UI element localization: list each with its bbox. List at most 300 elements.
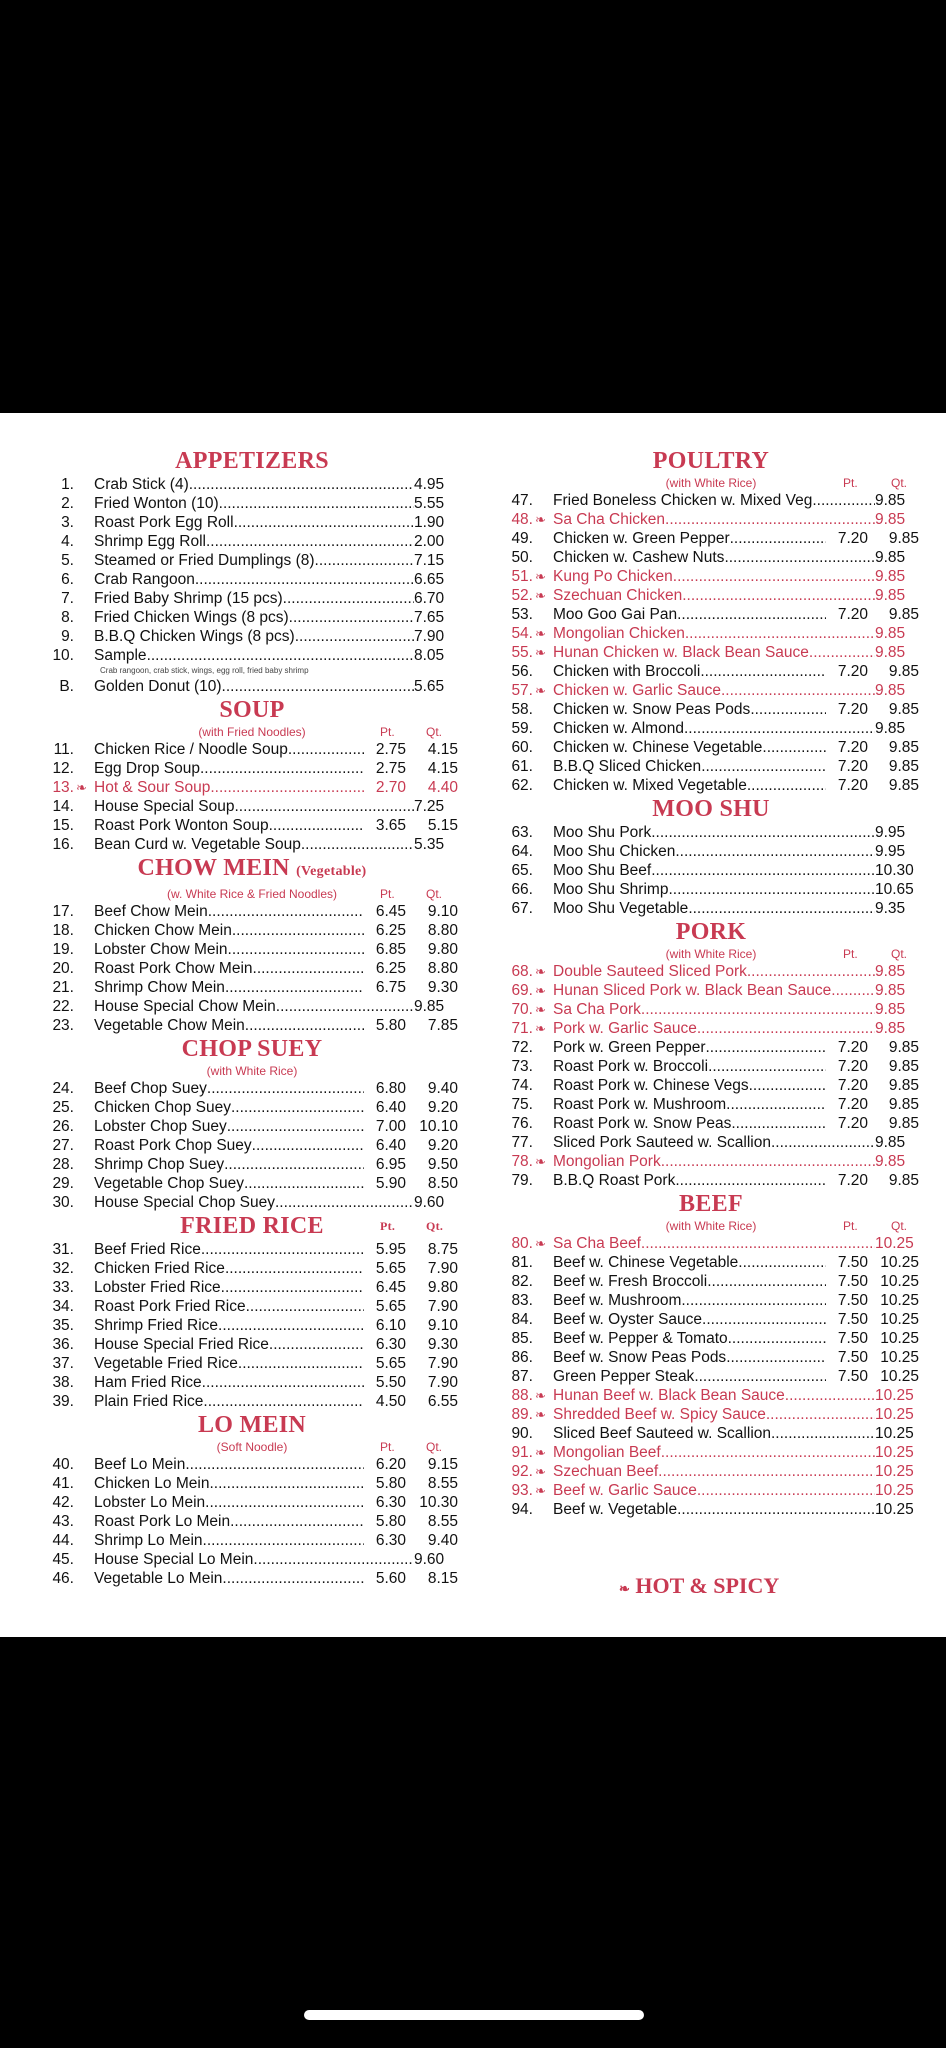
dot-leader [681, 1291, 826, 1310]
item-name: Crab Rangoon [94, 571, 195, 588]
item-name-leader [553, 1348, 826, 1367]
item-price-pint: 7.20 [837, 606, 868, 623]
item-price-quart: 9.85 [888, 1039, 919, 1056]
item-price-quart: 4.15 [427, 741, 458, 758]
chili-icon: ❧ [535, 1407, 546, 1422]
item-name: Vegetable Chop Suey [94, 1175, 244, 1192]
item-number: 47. [511, 492, 533, 509]
item-number: 73. [511, 1058, 533, 1075]
menu-item [44, 551, 460, 570]
menu-item [503, 1057, 919, 1076]
item-price-pint: 6.30 [375, 1532, 406, 1549]
item-number: 39. [52, 1393, 74, 1410]
item-number: 13. [52, 779, 74, 796]
item-number: 1. [61, 476, 74, 493]
item-number: 92. [511, 1463, 533, 1480]
item-name-leader [553, 1329, 826, 1348]
item-name-leader [553, 1291, 826, 1310]
item-name: Beef Chow Mein [94, 903, 208, 920]
item-number: B. [59, 678, 74, 695]
item-name: Chicken w. Chinese Vegetable [553, 739, 763, 756]
item-name: Vegetable Lo Mein [94, 1570, 223, 1587]
dot-leader [147, 646, 414, 665]
menu-item [44, 835, 460, 854]
menu-item [503, 1038, 919, 1057]
item-name-leader [553, 1443, 875, 1462]
item-name-leader [553, 719, 875, 738]
menu-item [503, 662, 919, 681]
item-number: 14. [52, 798, 74, 815]
dot-leader [203, 1531, 364, 1550]
item-name-leader [553, 1500, 875, 1519]
item-price-quart: 8.75 [427, 1241, 458, 1258]
menu-item [44, 1531, 460, 1550]
item-number: 5. [61, 552, 74, 569]
item-price-quart: 9.85 [888, 701, 919, 718]
item-price-quart: 10.25 [875, 1463, 914, 1480]
pt-header: Pt. [380, 725, 395, 739]
menu-item [503, 1443, 919, 1462]
item-number: 44. [52, 1532, 74, 1549]
item-number: 80. [511, 1235, 533, 1252]
item-price-quart: 9.85 [875, 587, 906, 604]
item-name-leader [94, 570, 414, 589]
section-subtitle-row [44, 886, 460, 902]
item-number: 60. [511, 739, 533, 756]
item-name: Moo Shu Beef [553, 862, 652, 879]
dot-leader [207, 1079, 364, 1098]
item-price-quart: 9.85 [888, 1172, 919, 1189]
item-number: 35. [52, 1317, 74, 1334]
item-name: Fried Boneless Chicken w. Mixed Veg [553, 492, 813, 509]
menu-item [503, 962, 919, 981]
dot-leader [224, 1155, 364, 1174]
item-price-pint: 4.50 [375, 1393, 406, 1410]
item-name: Roast Pork Egg Roll [94, 514, 234, 531]
item-name: House Special Chop Suey [94, 1194, 275, 1211]
item-number: 50. [511, 549, 533, 566]
item-name: Shrimp Egg Roll [94, 533, 206, 550]
menu-item [503, 1291, 919, 1310]
chili-icon: ❧ [535, 1445, 546, 1460]
menu-item [44, 997, 460, 1016]
item-number: 16. [52, 836, 74, 853]
item-price-quart: 4.15 [427, 760, 458, 777]
chili-icon: ❧ [76, 780, 87, 795]
section-title-text: CHOP SUEY [181, 1036, 323, 1062]
item-price-quart: 9.80 [427, 941, 458, 958]
dot-leader [750, 700, 826, 719]
item-price-pint: 7.20 [837, 1058, 868, 1075]
dot-leader [731, 1114, 826, 1133]
qt-header: Qt. [891, 1219, 908, 1233]
item-number: 49. [511, 530, 533, 547]
item-name: Sa Cha Pork [553, 1001, 641, 1018]
item-price-pint: 2.75 [375, 760, 406, 777]
dot-leader [730, 529, 826, 548]
item-name: Vegetable Chow Mein [94, 1017, 245, 1034]
item-number: 43. [52, 1513, 74, 1530]
item-price-pint: 6.20 [375, 1456, 406, 1473]
item-number: 94. [511, 1501, 533, 1518]
dot-leader [701, 757, 826, 776]
item-name: Beef Chop Suey [94, 1080, 207, 1097]
item-price-pint: 7.50 [837, 1311, 868, 1328]
section-title-text: CHOW MEIN [137, 855, 290, 881]
home-indicator[interactable] [304, 2010, 644, 2020]
menu-item [44, 1278, 460, 1297]
item-price-quart: 4.40 [427, 779, 458, 796]
item-price-quart: 10.25 [875, 1444, 914, 1461]
item-price-quart: 10.25 [875, 1406, 914, 1423]
menu-item [44, 1455, 460, 1474]
item-name-leader [553, 738, 826, 757]
item-price-quart: 9.85 [875, 568, 906, 585]
item-number: 63. [511, 824, 533, 841]
item-name-leader [553, 1171, 826, 1190]
item-name-leader [553, 1152, 875, 1171]
dot-leader [812, 491, 875, 510]
item-name-leader [94, 627, 414, 646]
item-price-quart: 7.90 [427, 1355, 458, 1372]
item-name-leader [94, 835, 414, 854]
menu-item [503, 1000, 919, 1019]
item-name: Moo Shu Vegetable [553, 900, 689, 917]
item-name: Chicken w. Almond [553, 720, 684, 737]
item-price-pint: 6.30 [375, 1494, 406, 1511]
item-price-quart: 7.90 [427, 1374, 458, 1391]
item-price-pint: 7.20 [837, 663, 868, 680]
item-name-leader [94, 1193, 414, 1212]
dot-leader [252, 1136, 364, 1155]
item-price-quart: 10.30 [419, 1494, 458, 1511]
item-name: Szechuan Chicken [553, 587, 683, 604]
dot-leader [677, 605, 826, 624]
menu-item [503, 1133, 919, 1152]
item-name-leader [553, 1057, 826, 1076]
dot-leader [753, 1076, 826, 1095]
item-price-pint: 7.20 [837, 777, 868, 794]
item-price-quart: 9.10 [427, 1317, 458, 1334]
menu-item [44, 1016, 460, 1035]
item-number: 82. [511, 1273, 533, 1290]
dot-leader [831, 981, 875, 1000]
item-name: Mongolian Pork [553, 1153, 661, 1170]
menu-item [503, 1253, 919, 1272]
dot-leader [234, 513, 414, 532]
section-title-text: POULTRY [652, 448, 770, 474]
item-name: Chicken w. Garlic Sauce [553, 682, 721, 699]
dot-leader [651, 823, 875, 842]
item-number: 52. [511, 587, 533, 604]
item-number: 66. [511, 881, 533, 898]
qt-header: Qt. [426, 725, 443, 739]
menu-item [503, 1310, 919, 1329]
item-number: 91. [511, 1444, 533, 1461]
menu-item [44, 978, 460, 997]
menu-section [44, 447, 460, 696]
menu-item [44, 1174, 460, 1193]
dot-leader [222, 677, 414, 696]
dot-leader [205, 1493, 364, 1512]
item-price-quart: 9.85 [875, 720, 906, 737]
item-name: Sample [94, 647, 147, 664]
item-number: 48. [511, 511, 533, 528]
item-name: Chicken w. Snow Peas Pods [553, 701, 751, 718]
item-note: Crab rangoon, crab stick, wings, egg roll, fried baby shrimp [100, 666, 309, 675]
item-name-leader [553, 1095, 826, 1114]
item-price-quart: 9.85 [888, 1058, 919, 1075]
section-title [503, 447, 919, 475]
item-name-leader [553, 548, 875, 567]
item-price-pint: 7.20 [837, 739, 868, 756]
item-price-quart: 9.85 [888, 739, 919, 756]
dot-leader [658, 1462, 875, 1481]
item-name-leader [553, 1424, 875, 1443]
item-name-leader [553, 1234, 875, 1253]
item-price-quart: 10.25 [880, 1292, 919, 1309]
menu-item [503, 719, 919, 738]
dot-leader [684, 719, 875, 738]
item-name: Beef w. Vegetable [553, 1501, 678, 1518]
item-number: 38. [52, 1374, 74, 1391]
chili-icon: ❧ [535, 1464, 546, 1479]
dot-leader [682, 586, 875, 605]
item-number: 65. [511, 862, 533, 879]
qt-header: Qt. [426, 1440, 443, 1454]
item-price-pint: 5.65 [375, 1260, 406, 1277]
menu-item [44, 677, 460, 696]
item-price-quart: 10.25 [875, 1387, 914, 1404]
dot-leader [673, 567, 875, 586]
section-subtitle: (w. White Rice & Fried Noodles) [166, 887, 338, 901]
dot-leader [244, 1174, 364, 1193]
item-name: Shrimp Chow Mein [94, 979, 225, 996]
item-price-pint: 6.80 [375, 1080, 406, 1097]
item-price-quart: 10.25 [880, 1330, 919, 1347]
item-name-leader [94, 1569, 364, 1588]
menu-item [44, 816, 460, 835]
item-name-leader [94, 816, 364, 835]
qt-header: Qt. [426, 1219, 444, 1233]
item-name: Roast Pork Wonton Soup [94, 817, 269, 834]
item-name-leader [553, 1272, 826, 1291]
item-price-pint: 7.00 [375, 1118, 406, 1135]
menu-section [503, 795, 919, 918]
item-price-quart: 9.85 [875, 549, 906, 566]
item-price-pint: 7.20 [837, 1172, 868, 1189]
menu-item [44, 608, 460, 627]
item-number: 71. [511, 1020, 533, 1037]
item-name: Beef w. Chinese Vegetable [553, 1254, 739, 1271]
item-price-quart: 9.80 [427, 1279, 458, 1296]
menu-item [503, 510, 919, 529]
item-number: 4. [61, 533, 74, 550]
menu-item [503, 1171, 919, 1190]
item-price-quart: 9.20 [427, 1137, 458, 1154]
dot-leader [707, 1272, 826, 1291]
item-name-leader [553, 700, 826, 719]
menu-item [503, 605, 919, 624]
item-price-pint: 6.95 [375, 1156, 406, 1173]
item-price-pint: 7.50 [837, 1330, 868, 1347]
dot-leader [726, 1348, 826, 1367]
item-name-leader [94, 1550, 414, 1569]
chili-icon: ❧ [535, 1021, 546, 1036]
item-name-leader [94, 1174, 364, 1193]
item-number: 46. [52, 1570, 74, 1587]
item-number: 69. [511, 982, 533, 999]
menu-section [44, 1212, 460, 1411]
dot-leader [641, 1234, 875, 1253]
dot-leader [700, 662, 826, 681]
dot-leader [747, 962, 875, 981]
menu-item [44, 740, 460, 759]
chili-icon: ❧ [535, 645, 546, 660]
item-number: 10. [52, 647, 74, 664]
menu-item [503, 1367, 919, 1386]
item-name: House Special Fried Rice [94, 1336, 269, 1353]
menu-section [44, 854, 460, 1035]
item-number: 26. [52, 1118, 74, 1135]
menu-item [503, 880, 919, 899]
hot-spicy-legend [618, 1573, 779, 1599]
item-name: Green Pepper Steak [553, 1368, 695, 1385]
dot-leader [228, 940, 364, 959]
menu-item [503, 981, 919, 1000]
menu-item [503, 823, 919, 842]
item-name: Beef w. Garlic Sauce [553, 1482, 697, 1499]
item-name: Double Sauteed Sliced Pork [553, 963, 747, 980]
item-price-quart: 9.60 [414, 1194, 445, 1211]
item-name: Vegetable Fried Rice [94, 1355, 238, 1372]
item-name-leader [94, 646, 414, 665]
dot-leader [295, 627, 414, 646]
item-price-pint: 5.95 [375, 1241, 406, 1258]
item-name-leader [553, 776, 826, 795]
item-price-quart: 5.65 [414, 678, 445, 695]
dot-leader [185, 1455, 364, 1474]
dot-leader [651, 861, 875, 880]
item-price-quart: 9.85 [888, 777, 919, 794]
section-title-note: (Vegetable) [296, 864, 367, 879]
item-price-quart: 9.85 [875, 1020, 906, 1037]
item-price-pint: 5.90 [375, 1175, 406, 1192]
item-price-quart: 5.15 [427, 817, 458, 834]
item-name: Hunan Chicken w. Black Bean Sauce [553, 644, 809, 661]
item-number: 18. [52, 922, 74, 939]
item-price-pint: 7.50 [837, 1292, 868, 1309]
item-name-leader [94, 1016, 364, 1035]
chili-icon: ❧ [535, 1483, 546, 1498]
dot-leader [301, 835, 414, 854]
dot-leader [225, 978, 364, 997]
item-number: 75. [511, 1096, 533, 1113]
item-price-quart: 9.85 [875, 511, 906, 528]
item-price-quart: 10.25 [875, 1425, 914, 1442]
menu-item [503, 681, 919, 700]
item-number: 42. [52, 1494, 74, 1511]
dot-leader [697, 1481, 875, 1500]
item-name-leader [94, 1079, 364, 1098]
dot-leader [289, 608, 414, 627]
item-name: Chicken w. Cashew Nuts [553, 549, 725, 566]
item-price-quart: 9.40 [427, 1080, 458, 1097]
item-price-quart: 1.90 [414, 514, 445, 531]
item-price-pint: 7.20 [837, 530, 868, 547]
item-number: 28. [52, 1156, 74, 1173]
item-name-leader [553, 962, 875, 981]
item-number: 30. [52, 1194, 74, 1211]
item-number: 9. [61, 628, 74, 645]
item-name: Shrimp Fried Rice [94, 1317, 219, 1334]
item-price-quart: 8.55 [427, 1475, 458, 1492]
item-number: 64. [511, 843, 533, 860]
item-name: Shredded Beef w. Spicy Sauce [553, 1406, 766, 1423]
item-name: Roast Pork w. Mushroom [553, 1096, 727, 1113]
menu-item [503, 586, 919, 605]
item-price-quart: 10.30 [875, 862, 914, 879]
item-name: Roast Pork Chow Mein [94, 960, 253, 977]
item-price-quart: 10.25 [880, 1273, 919, 1290]
section-title-text: APPETIZERS [175, 448, 329, 474]
menu-item [44, 1117, 460, 1136]
item-price-quart: 10.25 [875, 1501, 914, 1518]
section-subtitle: (with White Rice) [665, 476, 757, 490]
item-number: 36. [52, 1336, 74, 1353]
pt-header: Pt. [380, 1440, 395, 1454]
menu-item [44, 532, 460, 551]
item-name: Sliced Pork Sauteed w. Scallion [553, 1134, 771, 1151]
item-name: Chicken w. Green Pepper [553, 530, 730, 547]
item-name-leader [94, 1493, 364, 1512]
menu-item [503, 1481, 919, 1500]
item-name-leader [94, 1392, 364, 1411]
dot-leader [222, 1569, 364, 1588]
item-name: Moo Shu Shrimp [553, 881, 669, 898]
item-number: 84. [511, 1311, 533, 1328]
section-title-text: SOUP [219, 697, 285, 723]
menu-item [44, 589, 460, 608]
item-name: Chicken with Broccoli [553, 663, 701, 680]
item-name: Beef w. Mushroom [553, 1292, 682, 1309]
dot-leader [702, 1310, 826, 1329]
dot-leader [230, 1512, 364, 1531]
item-price-quart: 9.85 [888, 1115, 919, 1132]
dot-leader [685, 624, 875, 643]
item-price-pint: 7.20 [837, 758, 868, 775]
item-price-quart: 9.85 [888, 758, 919, 775]
menu-item [503, 1500, 919, 1519]
item-price-quart: 9.85 [875, 682, 906, 699]
item-name-leader [94, 1155, 364, 1174]
section-subtitle-row [44, 1063, 460, 1079]
item-price-pint: 6.75 [375, 979, 406, 996]
item-price-quart: 9.85 [875, 963, 906, 980]
menu-item [44, 494, 460, 513]
item-name-leader [553, 1076, 826, 1095]
menu-item [503, 842, 919, 861]
item-number: 72. [511, 1039, 533, 1056]
item-number: 77. [511, 1134, 533, 1151]
item-number: 58. [511, 701, 533, 718]
dot-leader [218, 1316, 364, 1335]
item-name-leader [94, 997, 414, 1016]
menu-item [503, 529, 919, 548]
item-number: 55. [511, 644, 533, 661]
dot-leader [203, 1392, 364, 1411]
menu-item [503, 1114, 919, 1133]
